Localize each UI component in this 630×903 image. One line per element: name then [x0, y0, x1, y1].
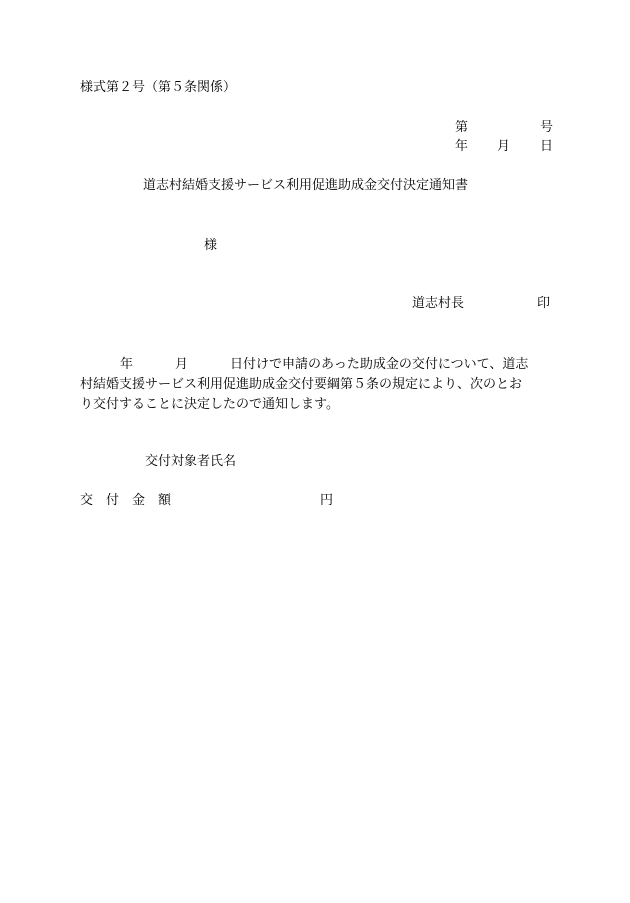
amount-label-char-4: 額	[158, 493, 172, 508]
date-day-label: 日	[540, 139, 554, 154]
document-number-prefix: 第	[455, 120, 469, 135]
body-line-1	[80, 355, 550, 375]
amount-label-char-3: 金	[132, 493, 146, 508]
body-line-3: り交付することに決定したので通知します。	[80, 397, 339, 412]
body-year: 年	[120, 357, 134, 372]
amount-row	[80, 494, 333, 507]
document-title: 道志村結婚支援サービス利用促進助成金交付決定通知書	[143, 178, 469, 193]
form-number: 様式第２号（第５条関係）	[80, 80, 237, 95]
amount-label-char-1: 交	[80, 493, 94, 508]
body-line-1-text: 日付けで申請のあった助成金の交付について、道志	[230, 357, 529, 372]
body-month: 月	[175, 357, 189, 372]
issuer-seal-mark: 印	[537, 296, 551, 311]
document-number-suffix: 号	[540, 120, 554, 135]
recipient-honorific: 様	[204, 238, 218, 253]
issuer-name: 道志村長	[412, 296, 465, 311]
amount-unit: 円	[320, 493, 334, 508]
amount-label-char-2: 付	[106, 493, 120, 508]
date-year-label: 年	[455, 139, 469, 154]
notification-body	[80, 355, 550, 415]
date-month-label: 月	[497, 139, 511, 154]
amount-label	[80, 494, 320, 507]
target-name-label: 交付対象者氏名	[145, 454, 237, 469]
body-line-2: 村結婚支援サービス利用促進助成金交付要綱第５条の規定により、次のとお	[80, 377, 523, 392]
